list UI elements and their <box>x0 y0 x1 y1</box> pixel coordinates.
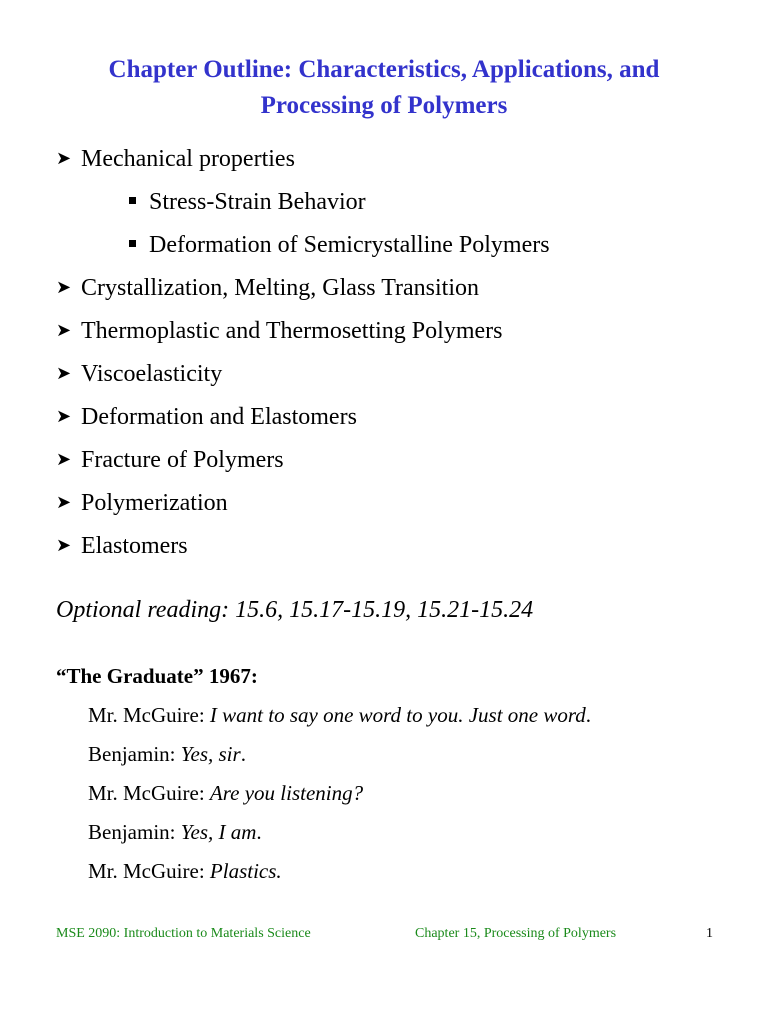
chapter-outline-list <box>56 143 756 573</box>
square-bullet-icon <box>129 240 136 247</box>
outline-item-label: Mechanical properties <box>81 146 295 172</box>
outline-item-label: Viscoelasticity <box>81 361 223 387</box>
outline-item <box>56 272 756 315</box>
title-line-1: Chapter Outline: Characteristics, Applications, and <box>108 56 660 83</box>
footer-course-title: MSE 2090: Introduction to Materials Science <box>56 926 311 941</box>
page-title <box>20 52 748 124</box>
dialogue-speaker: Mr. McGuire: <box>88 781 205 805</box>
outline-item <box>56 487 756 530</box>
outline-subitem <box>56 229 756 272</box>
dialogue-speaker: Mr. McGuire: <box>88 859 205 883</box>
outline-item-label: Thermoplastic and Thermosetting Polymers <box>81 318 503 344</box>
dialogue-speaker: Mr. McGuire: <box>88 703 205 727</box>
title-line-2: Processing of Polymers <box>260 92 508 119</box>
dialogue-punctuation: . <box>256 820 262 844</box>
arrow-bullet-icon: ➤ <box>56 492 72 513</box>
outline-item <box>56 530 756 573</box>
arrow-bullet-icon: ➤ <box>56 406 72 427</box>
dialogue-text: I want to say one word to you. Just one word <box>209 703 586 727</box>
arrow-bullet-icon: ➤ <box>56 277 72 298</box>
outline-item <box>56 401 756 444</box>
dialogue-line <box>88 856 591 895</box>
outline-item <box>56 143 756 186</box>
footer-chapter-title: Chapter 15, Processing of Polymers <box>415 926 617 941</box>
quote-dialogue <box>88 700 591 895</box>
outline-subitem-label: Deformation of Semicrystalline Polymers <box>149 232 550 258</box>
outline-item <box>56 315 756 358</box>
outline-item-label: Polymerization <box>81 490 228 516</box>
arrow-bullet-icon: ➤ <box>56 148 72 169</box>
outline-item-label: Crystallization, Melting, Glass Transition <box>81 275 480 301</box>
dialogue-speaker: Benjamin: <box>88 820 176 844</box>
dialogue-text: Are you listening? <box>209 781 364 805</box>
outline-item <box>56 444 756 487</box>
dialogue-text: Yes, I am <box>180 820 257 844</box>
arrow-bullet-icon: ➤ <box>56 320 72 341</box>
square-bullet-icon <box>129 197 136 204</box>
arrow-bullet-icon: ➤ <box>56 535 72 556</box>
dialogue-punctuation: . <box>240 742 246 766</box>
outline-item-label: Deformation and Elastomers <box>81 404 357 430</box>
dialogue-line <box>88 778 591 817</box>
page-number: 1 <box>706 926 713 941</box>
arrow-bullet-icon: ➤ <box>56 449 72 470</box>
outline-item-label: Elastomers <box>81 533 188 559</box>
dialogue-text: Plastics. <box>209 859 282 883</box>
dialogue-punctuation: . <box>585 703 591 727</box>
quote-heading: “The Graduate” 1967: <box>56 664 258 688</box>
outline-item-label: Fracture of Polymers <box>81 447 284 473</box>
outline-subitem <box>56 186 756 229</box>
dialogue-speaker: Benjamin: <box>88 742 176 766</box>
dialogue-text: Yes, sir <box>180 742 241 766</box>
optional-reading: Optional reading: 15.6, 15.17-15.19, 15.21-15.24 <box>56 597 534 623</box>
outline-item <box>56 358 756 401</box>
arrow-bullet-icon: ➤ <box>56 363 72 384</box>
outline-subitem-label: Stress-Strain Behavior <box>149 189 366 215</box>
dialogue-line <box>88 817 591 856</box>
dialogue-line <box>88 700 591 739</box>
dialogue-line <box>88 739 591 778</box>
